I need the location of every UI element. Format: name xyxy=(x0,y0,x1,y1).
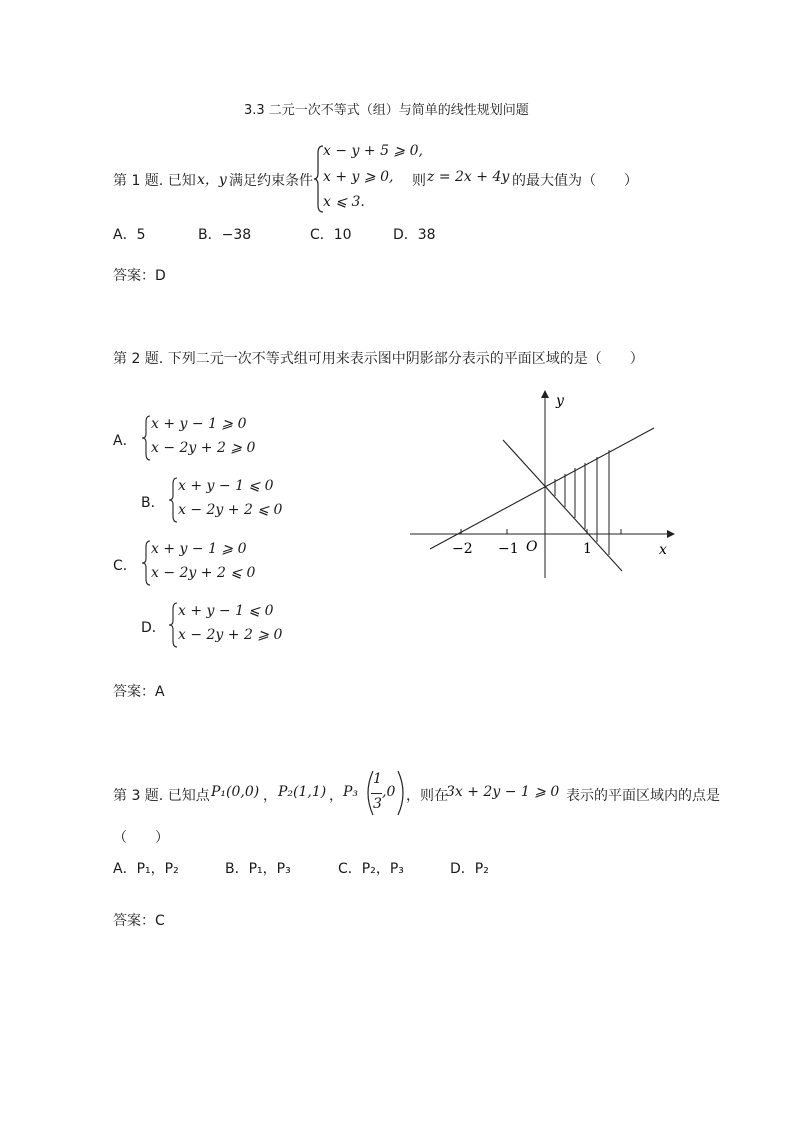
q2-option-c-label: C． xyxy=(113,558,137,574)
q2-option-d-line-2: x − 2y + 2 ⩾ 0 xyxy=(178,627,283,643)
q1-option-c: C．10 xyxy=(310,227,352,243)
q3-comma-1: ， xyxy=(263,788,277,804)
q3-inequality: 3x + 2y − 1 ⩾ 0 xyxy=(446,784,560,800)
q3-answer: 答案：C xyxy=(113,913,165,929)
y-axis-arrow-icon xyxy=(541,390,549,398)
q2-option-a-line-1: x + y − 1 ⩾ 0 xyxy=(151,416,247,432)
q2-stem: 第 2 题. 下列二元一次不等式组可用来表示图中阴影部分表示的平面区域的是（ ） xyxy=(113,351,644,367)
left-brace-icon xyxy=(168,601,178,649)
q2-answer: 答案：A xyxy=(113,684,165,700)
tick-label-minus1: −1 xyxy=(498,541,519,557)
tick-label-minus2: −2 xyxy=(452,541,473,557)
y-axis-label: y xyxy=(556,393,564,409)
q2-option-d-system xyxy=(168,601,288,649)
q1-constraint-3: x ⩽ 3. xyxy=(323,194,365,210)
q1-constraint-1: x − y + 5 ⩾ 0, xyxy=(323,143,423,159)
q1-option-d: D．38 xyxy=(393,227,436,243)
q2-option-b-system xyxy=(168,476,288,524)
q1-answer: 答案：D xyxy=(113,268,166,284)
q3-option-a: A．P₁，P₂ xyxy=(113,861,179,877)
q3-comma-2: ， xyxy=(329,788,343,804)
q2-option-a-line-2: x − 2y + 2 ⩾ 0 xyxy=(151,440,256,456)
q2-option-a-system xyxy=(141,414,261,462)
q1-prefix: 第 1 题. 已知 xyxy=(113,173,196,189)
q2-option-b-line-1: x + y − 1 ⩽ 0 xyxy=(178,478,274,494)
left-brace-icon xyxy=(168,476,178,524)
q1-option-a: A．5 xyxy=(113,227,146,243)
q2-option-a-label: A． xyxy=(113,433,137,449)
q3-p2: P₂(1,1) xyxy=(278,784,327,800)
q1-suffix: 的最大值为（ ） xyxy=(512,173,638,189)
q3-fraction-bar xyxy=(371,793,382,794)
x-axis-arrow-icon xyxy=(667,530,675,538)
q2-option-c-line-2: x − 2y + 2 ⩽ 0 xyxy=(151,565,256,581)
q3-mid: ，则在 xyxy=(406,788,448,804)
left-brace-icon xyxy=(141,414,151,462)
q2-option-c-system xyxy=(141,539,261,587)
q3-suffix: 表示的平面区域内的点是 xyxy=(566,788,720,804)
q3-p3-denominator: 3 xyxy=(373,796,382,812)
line-x-plus-y-minus-1 xyxy=(503,440,622,571)
q1-constraint-2: x + y ⩾ 0, xyxy=(323,169,394,185)
q2-option-d-label: D． xyxy=(141,620,166,636)
q3-paren: （ ） xyxy=(113,830,169,846)
q1-then: 则 xyxy=(412,173,426,189)
q3-p1: P₁(0,0) xyxy=(211,784,260,800)
q3-p3-numerator: 1 xyxy=(373,771,382,787)
q2-option-b-label: B． xyxy=(141,495,165,511)
x-axis-label: x xyxy=(659,542,667,558)
origin-label: O xyxy=(526,539,538,555)
q1-option-b: B．−38 xyxy=(198,227,252,243)
shaded-region-hatching xyxy=(555,450,609,555)
page-title: 3.3 二元一次不等式（组）与简单的线性规划问题 xyxy=(244,103,529,118)
q3-p3-name: P₃ xyxy=(343,784,359,800)
q1-constraint-system xyxy=(313,143,423,215)
q2-option-c-line-1: x + y − 1 ⩾ 0 xyxy=(151,541,247,557)
line-x-minus-2y-plus-2 xyxy=(430,428,654,549)
q1-mid: 满足约束条件 xyxy=(229,173,313,189)
left-brace-icon xyxy=(141,539,151,587)
q2-region-graph xyxy=(405,388,685,584)
q2-option-b-line-2: x − 2y + 2 ⩽ 0 xyxy=(178,502,283,518)
q3-option-c: C．P₂，P₃ xyxy=(338,861,404,877)
q3-prefix: 第 3 题. 已知点 xyxy=(113,788,210,804)
tick-label-one: 1 xyxy=(583,541,592,557)
q3-p3-rest: ,0 xyxy=(382,784,396,800)
q3-option-b: B．P₁，P₃ xyxy=(225,861,291,877)
q3-option-d: D．P₂ xyxy=(450,861,489,877)
q2-option-d-line-1: x + y − 1 ⩽ 0 xyxy=(178,603,274,619)
q1-vars: x，y xyxy=(197,172,227,188)
q1-objective: z = 2x + 4y xyxy=(427,169,510,185)
